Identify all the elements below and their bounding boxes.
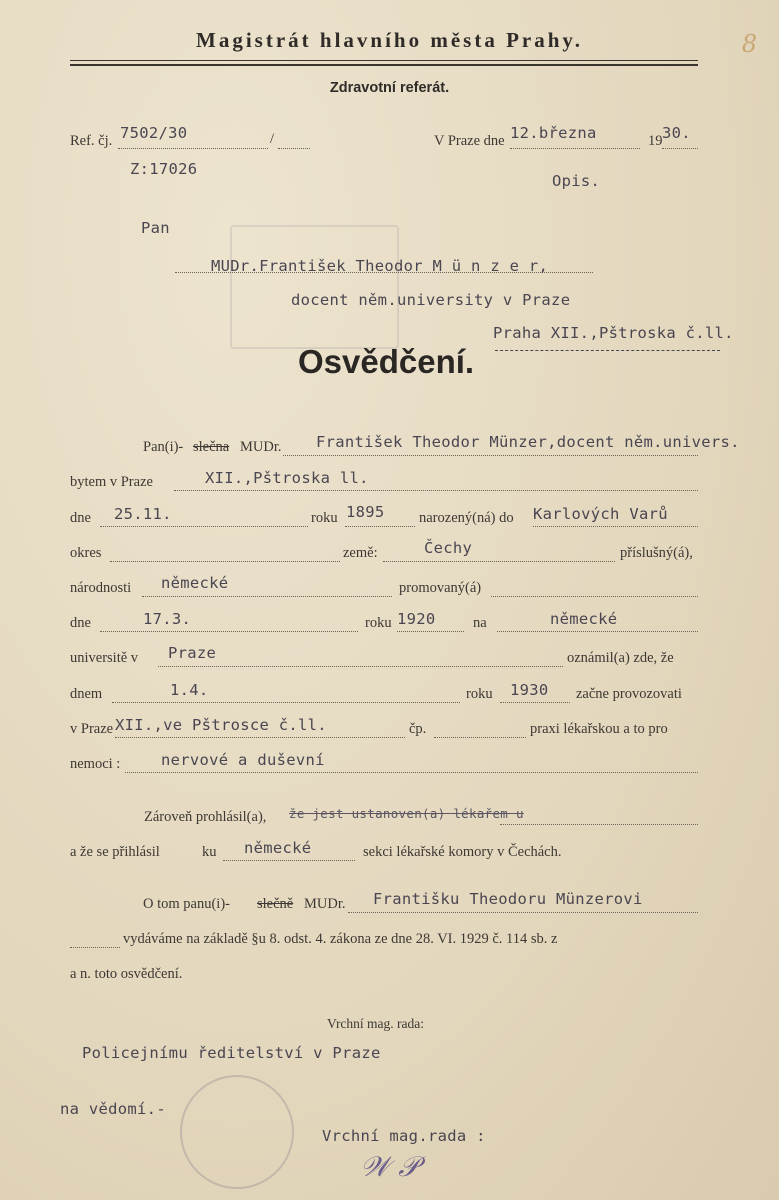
l6-dots-b	[397, 631, 464, 632]
ref-dots	[118, 148, 268, 149]
l6-value: německé	[550, 610, 618, 628]
l6-roku: roku	[365, 615, 392, 631]
l14-text: vydáváme na základě §u 8. odst. 4. zákona ze dne 28. VI. 1929 č. 114 sb. z	[123, 931, 558, 947]
l7-dots	[158, 666, 563, 667]
addressee-title: docent něm.university v Praze	[291, 291, 571, 309]
l10-dots	[125, 772, 698, 773]
ref-slash: /	[270, 131, 275, 147]
l9-praxi: praxi lékařskou a to pro	[530, 721, 668, 737]
header-rule-top	[70, 60, 698, 61]
round-seal	[180, 1075, 294, 1189]
ref-number: 7502/30	[120, 124, 188, 142]
l2-value: XII.,Pštroska ll.	[205, 469, 369, 487]
l7-value: Praze	[168, 644, 217, 662]
l4-prislusny: příslušný(á),	[620, 545, 693, 561]
l1-strike: slečna	[193, 439, 230, 455]
year-prefix: 19	[648, 133, 663, 149]
signer-typed: Vrchní mag.rada :	[322, 1127, 486, 1145]
l3-place: Karlových Varů	[533, 505, 668, 523]
signer-print: Vrchní mag. rada:	[327, 1016, 425, 1031]
l11-strike: že jest ustanoven(a) lékařem u	[289, 806, 524, 821]
l5-value: německé	[161, 574, 229, 592]
l13-value: Františku Theodoru Münzerovi	[373, 890, 643, 908]
addressee-name: MUDr.František Theodor M ü n z e r,	[211, 257, 549, 275]
l5-dots-a	[142, 596, 392, 597]
background-stamp	[230, 225, 399, 349]
l7-oznamil: oznámil(a) zde, že	[567, 650, 674, 666]
l6-year: 1920	[397, 610, 436, 628]
l3-year: 1895	[346, 503, 385, 521]
l3-dots-a	[100, 526, 308, 527]
l6-na: na	[473, 615, 487, 631]
l8-zacne: začne provozovati	[576, 686, 682, 702]
l9-dots-a	[115, 737, 405, 738]
addressee-address: Praha XII.,Pštroska č.ll.	[493, 324, 734, 342]
salutation: Pan	[141, 219, 170, 237]
recipient: Policejnímu ředitelství v Praze	[82, 1044, 381, 1062]
l1-value: František Theodor Münzer,docent něm.univers.	[316, 433, 740, 451]
l9-cp: čp.	[409, 721, 427, 737]
l10-value: nervové a duševní	[161, 751, 325, 769]
l12-sekci: sekci lékařské komory v Čechách.	[363, 844, 562, 860]
z-number: Z:17026	[130, 160, 198, 178]
header-rule-bottom	[70, 64, 698, 66]
l9-dots-b	[434, 737, 526, 738]
l11-zaroven: Zároveň prohlásil(a),	[144, 809, 267, 825]
l11-dots	[500, 824, 698, 825]
l15-text: a n. toto osvědčení.	[70, 966, 183, 982]
department-subhead: Zdravotní referát.	[329, 80, 450, 96]
document-title: Osvědčení.	[298, 343, 475, 380]
l12-dots	[223, 860, 355, 861]
l5-promovany: promovaný(á)	[399, 580, 482, 596]
l3-roku: roku	[311, 510, 338, 526]
l3-dots-b	[345, 526, 415, 527]
l3-born: narozený(ná) do	[419, 510, 514, 526]
signature-mark: 𝒲 𝒫	[360, 1150, 419, 1183]
l13-strike: slečně	[257, 896, 294, 912]
l6-date: 17.3.	[143, 610, 192, 628]
ref-year: 30.	[662, 124, 691, 142]
l8-date: 1.4.	[170, 681, 209, 699]
l5-dots-b	[491, 596, 698, 597]
note: na vědomí.-	[60, 1100, 166, 1118]
l8-dots-a	[112, 702, 460, 703]
l13-mudr: MUDr.	[304, 896, 346, 912]
address-underline	[495, 350, 720, 351]
l4-country: Čechy	[424, 539, 473, 557]
l12-a: a že se přihlásil	[70, 844, 160, 860]
date-dots	[510, 148, 640, 149]
l5-narodnosti: národnosti	[70, 580, 132, 596]
place-label: V Praze dne	[434, 133, 505, 149]
ref-date: 12.března	[510, 124, 597, 142]
l6-dots-a	[100, 631, 358, 632]
page-number: 8	[741, 30, 757, 58]
l4-dots-b	[383, 561, 615, 562]
l9-value: XII.,ve Pštrosce č.ll.	[115, 716, 327, 734]
l13-o-tom: O tom panu(i)-	[143, 896, 230, 912]
l2-dots	[174, 490, 698, 491]
l1-label: Pan(i)-	[143, 439, 184, 455]
l12-ku: ku	[202, 844, 217, 860]
l4-okres: okres	[70, 545, 102, 561]
l8-dnem: dnem	[70, 686, 103, 702]
ref-dots-2	[278, 148, 310, 149]
l13-dots	[348, 912, 698, 913]
l1-dots	[283, 455, 698, 456]
l8-year: 1930	[510, 681, 549, 699]
l3-dots-c	[533, 526, 698, 527]
year-dots	[662, 148, 698, 149]
l8-dots-b	[500, 702, 570, 703]
l12-value: německé	[244, 839, 312, 857]
l4-dots-a	[110, 561, 340, 562]
l2-label: bytem v Praze	[70, 474, 153, 490]
l4-zeme: země:	[343, 545, 378, 561]
authority-header: Magistrát hlavního města Prahy.	[196, 28, 583, 52]
l6-dne: dne	[70, 615, 91, 631]
l3-date: 25.11.	[114, 505, 172, 523]
l10-nemoci: nemoci :	[70, 756, 121, 772]
l8-roku: roku	[466, 686, 493, 702]
l14-dots	[70, 947, 120, 948]
ref-label: Ref. čj.	[70, 133, 113, 149]
l1-mudr: MUDr.	[240, 439, 282, 455]
l6-dots-c	[497, 631, 698, 632]
l3-dne: dne	[70, 510, 91, 526]
l7-label: universitě v	[70, 650, 139, 666]
l9-v: v Praze	[70, 721, 114, 737]
copy-label: Opis.	[552, 172, 601, 190]
